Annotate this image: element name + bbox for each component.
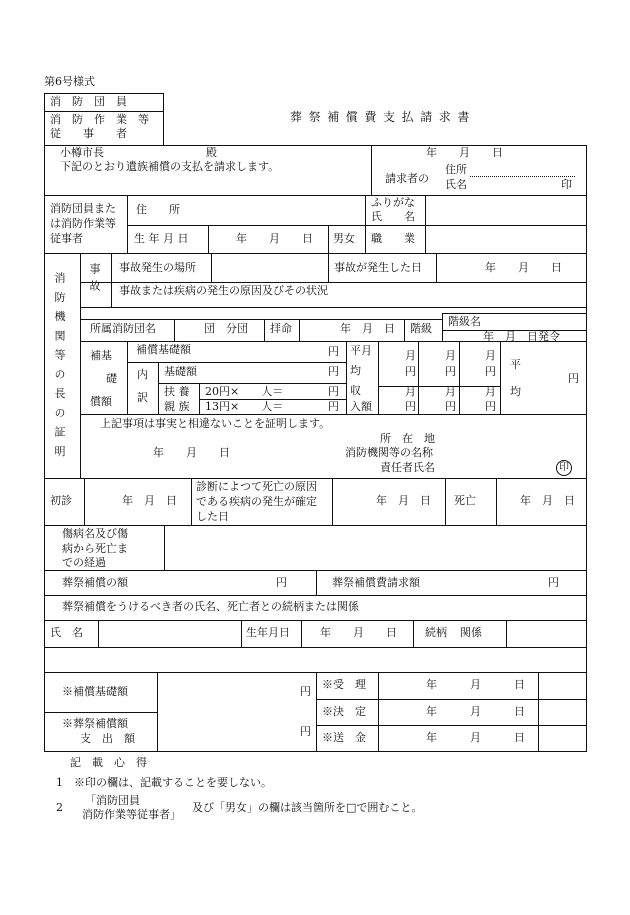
appointment-label: 拝命 (270, 322, 292, 335)
dono-label: 殿 (206, 146, 217, 159)
address-dotted-line (470, 176, 575, 177)
month-1-yen: 円 (405, 365, 416, 378)
rank-date: 年 月 日発令 (483, 330, 560, 343)
diagnosis-label-3: した日 (196, 510, 229, 523)
avg-label-4: 入額 (350, 400, 372, 413)
accident-place-label: 事故発生の場所 (119, 261, 196, 274)
office-receipt-date: 年 月 日 (426, 678, 525, 691)
month-1-label: 月 (405, 349, 416, 362)
note-2-number: 2 (56, 801, 63, 814)
death-date: 年 月 日 (520, 494, 575, 507)
dependents-rate: 20円× 人＝ (205, 385, 284, 398)
claimant-name-label: 氏名 (445, 178, 467, 191)
sex-label: 男女 (333, 232, 355, 245)
rank-label: 階級 (410, 322, 432, 335)
birthdate-value: 年 月 日 (236, 232, 313, 245)
office-pay-label-2: 支 出 額 (80, 732, 135, 745)
death-label: 死亡 (454, 494, 476, 507)
avg-label-2: 均 (350, 364, 361, 377)
month-6-label: 月 (485, 385, 496, 398)
month-4-label: 月 (405, 385, 416, 398)
unit-name-label: 所属消防団名 (90, 322, 156, 335)
cert-side-label: 消防機関等の長の証明 (53, 272, 66, 465)
accident-cause-label: 事故または疾病の発生の原因及びその状況 (119, 284, 328, 297)
office-decision-date: 年 月 日 (426, 705, 525, 718)
claimant-label: 請求者の (385, 172, 429, 185)
relationship-label: 続柄 (425, 626, 447, 639)
request-text: 下記のとおり遺族補償の支払を請求します。 (60, 160, 280, 173)
member-address-label: 住 所 (136, 203, 180, 216)
month-2-yen: 円 (445, 365, 456, 378)
type-worker-2: 従 事 者 (50, 127, 127, 140)
base-only-label: 基礎額 (164, 365, 197, 378)
accident-date-label: 事故が発生した日 (334, 261, 422, 274)
receiver-birth-date: 年 月 日 (320, 626, 397, 639)
month-4-yen: 円 (405, 400, 416, 413)
office-remit-date: 年 月 日 (426, 731, 525, 744)
furigana-label: ふりがな (371, 196, 415, 209)
month-3-yen: 円 (485, 365, 496, 378)
relatives-rate: 13円× 人＝ (205, 400, 284, 413)
breakdown-label-2: 訳 (137, 391, 148, 404)
receiver-label: 葬祭補償をうけるべき者の氏名、死亡者との続柄または関係 (62, 600, 359, 613)
claimant-seal: 印 (561, 178, 572, 191)
month-5-yen: 円 (445, 400, 456, 413)
appointment-date: 年 月 日 (340, 322, 395, 335)
first-visit-label: 初診 (50, 494, 72, 507)
office-receipt-label: ※受 理 (322, 678, 366, 691)
base-amount-yen: 円 (328, 345, 339, 358)
breakdown-label-1: 内 (137, 368, 148, 381)
cert-org-label: 消防機関等の名称 (345, 446, 433, 459)
claimant-address-label: 住所 (445, 163, 467, 176)
accident-label: 事故 (88, 263, 101, 298)
notes-heading: 記 載 心 得 (70, 756, 147, 769)
month-3-label: 月 (485, 349, 496, 362)
relatives-yen: 円 (328, 400, 339, 413)
note-2-part-a: 「消防団員 (85, 794, 140, 807)
comp-label-3: 償額 (90, 395, 112, 408)
funeral-claim-yen: 円 (548, 576, 559, 589)
request-date: 年 月 日 (426, 146, 503, 159)
accident-date-value: 年 月 日 (485, 261, 562, 274)
type-member: 消 防 団 員 (50, 95, 127, 108)
disease-label-3: での経過 (62, 556, 106, 569)
relatives-label: 親 族 (164, 400, 190, 413)
office-pay-yen: 円 (300, 725, 311, 738)
disease-label-2: 病から死亡ま (62, 542, 128, 555)
funeral-claim-label: 葬祭補償費請求額 (332, 576, 420, 589)
form-number: 第6号様式 (44, 75, 95, 88)
cert-statement: 上記事項は事実と相違ないことを証明します。 (100, 417, 331, 430)
average-yen: 円 (568, 372, 579, 385)
relation-label: 関係 (460, 626, 482, 639)
note-1: 1 ※印の欄は、記載することを要しない。 (56, 776, 272, 789)
unit-division-label: 団 分団 (204, 322, 248, 335)
rank-name-label: 階級名 (448, 315, 481, 328)
average-label-2: 均 (510, 385, 521, 398)
mayor-label: 小樽市長 (60, 146, 104, 159)
base-only-yen: 円 (328, 365, 339, 378)
office-base-label: ※補償基礎額 (62, 685, 128, 698)
base-amount-label: 補償基礎額 (136, 343, 191, 356)
diagnosis-label-1: 診断によつて死亡の原因 (196, 480, 317, 493)
office-pay-label-1: ※葬祭補償額 (62, 717, 128, 730)
cert-date: 年 月 日 (153, 446, 230, 459)
diagnosis-label-2: である疾病の発生が確定 (196, 495, 317, 508)
avg-label-1: 平月 (350, 344, 372, 357)
diagnosis-date: 年 月 日 (376, 494, 431, 507)
month-6-yen: 円 (485, 400, 496, 413)
comp-label-1: 補基 (90, 349, 112, 362)
note-2-part-b: 消防作業等従事者」 (82, 808, 181, 821)
member-label-3: 従事者 (50, 232, 83, 245)
receiver-name-label: 氏 名 (50, 626, 83, 639)
occupation-label: 職 業 (371, 232, 415, 245)
cert-location-label: 所 在 地 (380, 432, 435, 445)
first-visit-date: 年 月 日 (122, 494, 177, 507)
member-name-label: 氏 名 (371, 210, 415, 223)
dependents-yen: 円 (328, 385, 339, 398)
office-remit-label: ※送 金 (322, 731, 366, 744)
member-label-2: は消防作業等 (50, 217, 116, 230)
birthdate-label: 生 年 月 日 (134, 232, 189, 245)
comp-label-2: 礎 (106, 372, 117, 385)
type-worker: 消 防 作 業 等 (50, 113, 149, 126)
cert-responsible-label: 責任者氏名 (380, 461, 435, 474)
dependents-label: 扶 養 (164, 385, 190, 398)
cert-seal-mark: 印 (556, 460, 572, 476)
funeral-amount-yen: 円 (276, 576, 287, 589)
avg-label-3: 収 (350, 384, 361, 397)
funeral-amount-label: 葬祭補償の額 (62, 576, 128, 589)
month-2-label: 月 (445, 349, 456, 362)
average-label-1: 平 (510, 358, 521, 371)
note-2-part-c: 及び「男女」の欄は該当箇所を□で囲むこと。 (192, 801, 423, 814)
month-5-label: 月 (445, 385, 456, 398)
member-label-1: 消防団員また (50, 202, 116, 215)
office-base-yen: 円 (300, 685, 311, 698)
page-title: 葬祭補償費支払請求書 (290, 110, 477, 124)
receiver-birth-label: 生年月日 (246, 626, 290, 639)
office-decision-label: ※決 定 (322, 705, 366, 718)
disease-label-1: 傷病名及び傷 (62, 527, 128, 540)
